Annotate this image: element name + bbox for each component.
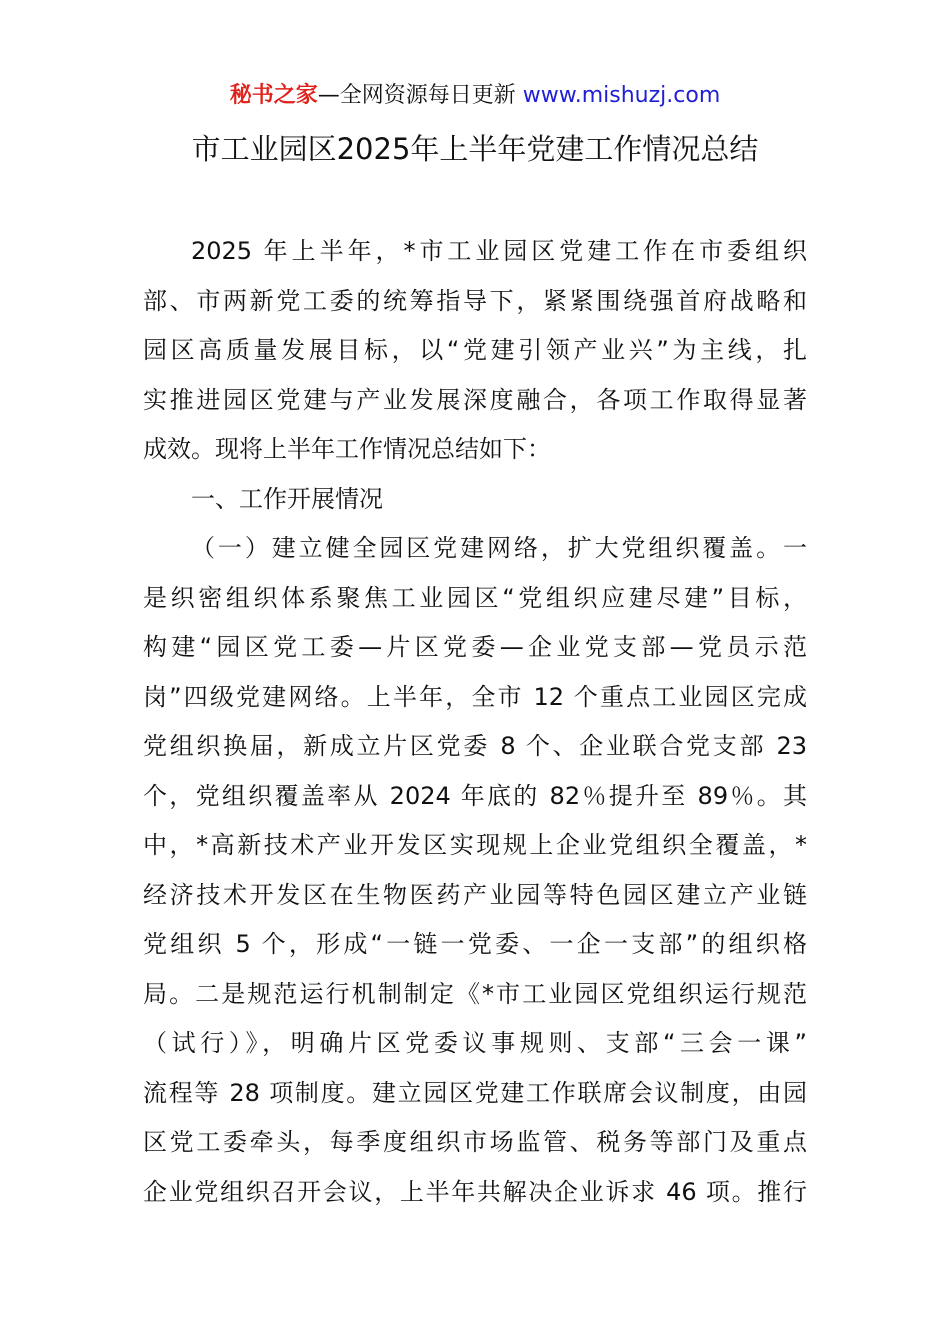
text-line: 是织密组织体系聚焦工业园区“党组织应建尽建”目标， [143,583,807,612]
text-line: 构建“园区党工委—片区党委—企业党支部—党员示范 [143,633,807,661]
text-line: 成效。现将上半年工作情况总结如下： [143,435,551,463]
brand-name: 秘书之家 [229,83,318,108]
text-line: 部、市两新党工委的统筹指导下，紧紧围绕强首府战略和 [143,286,807,315]
text-line: （一）建立健全园区党建网络，扩大党组织覆盖。一 [191,534,807,562]
text-line: 局。二是规范运行机制制定《*市工业园区党组织运行规范 [143,979,807,1008]
text-line: 流程等 28 项制度。建立园区党建工作联席会议制度，由园 [143,1078,807,1107]
text-line: 党组织 5 个，形成“一链一党委、一企一支部”的组织格 [143,930,807,958]
text-line: 实推进园区党建与产业发展深度融合，各项工作取得显著 [143,385,807,414]
text-line: 区党工委牵头，每季度组织市场监管、税务等部门及重点 [143,1128,807,1156]
text-line: 党组织换届，新成立片区党委 8 个、企业联合党支部 23 [143,732,807,760]
site-banner [0,80,950,112]
document-body [143,227,807,1217]
text-line: 经济技术开发区在生物医药产业园等特色园区建立产业链 [143,880,807,909]
text-line: （试行）》，明确片区党委议事规则、支部“三会一课” [143,1029,807,1057]
banner-tagline: —全网资源每日更新 [317,83,516,108]
text-line: 中，*高新技术产业开发区实现规上企业党组织全覆盖，* [143,831,807,859]
text-line: 2025 年上半年，*市工业园区党建工作在市委组织 [191,237,807,265]
document-title: 市工业园区2025年上半年党建工作情况总结 [191,132,759,166]
text-line: 岗”四级党建网络。上半年，全市 12 个重点工业园区完成 [143,682,807,711]
text-line: 企业党组织召开会议，上半年共解决企业诉求 46 项。推行 [143,1177,807,1206]
text-line: 园区高质量发展目标，以“党建引领产业兴”为主线，扎 [143,336,807,364]
text-line: 个，党组织覆盖率从 2024 年底的 82％提升至 89％。其 [143,781,807,810]
section-heading: 一、工作开展情况 [191,484,383,513]
site-url-link[interactable]: www.mishuzj.com [522,83,721,108]
